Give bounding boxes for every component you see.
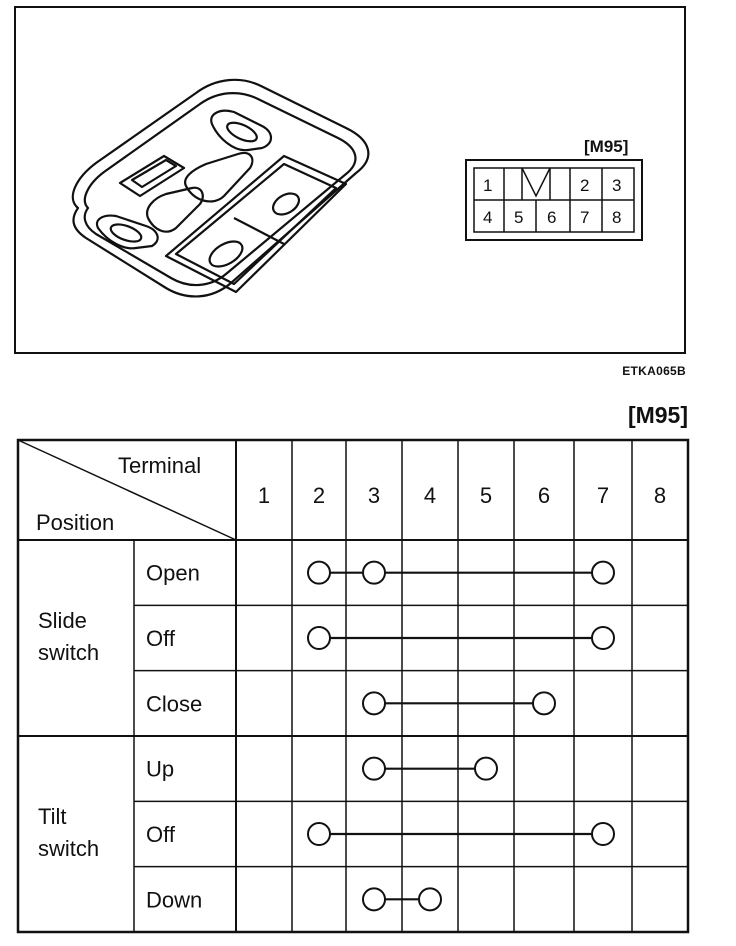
continuity-circle: [419, 888, 441, 910]
position-label: Off: [146, 822, 175, 847]
continuity-circle: [363, 758, 385, 780]
table-text: [36, 453, 666, 912]
connector-pin: 3: [612, 176, 622, 195]
figure-code: ETKA065B: [622, 364, 686, 378]
position-label: Down: [146, 887, 203, 913]
table-border: [18, 440, 688, 932]
position-label: Close: [146, 691, 203, 717]
continuity-circle: [363, 562, 385, 584]
continuity-circle: [308, 562, 330, 584]
position-label: Open: [146, 560, 200, 586]
connector-pin: 1: [483, 176, 493, 195]
continuity-circle: [592, 562, 614, 584]
connector-label: [M95]: [584, 137, 629, 156]
connector-pin: 7: [580, 208, 590, 227]
table-connector-code: [M95]: [627, 402, 688, 428]
connector-pin: 4: [483, 208, 493, 227]
position-label: Up: [146, 756, 175, 782]
header-terminal-label: Terminal: [118, 453, 202, 478]
header-position-label: Position: [36, 510, 115, 535]
terminal-number: 1: [257, 483, 271, 508]
terminal-number: 5: [479, 483, 493, 508]
continuity-circle: [475, 758, 497, 780]
continuity-circle: [308, 627, 330, 649]
continuity-circle: [533, 692, 555, 714]
terminal-number: 7: [596, 483, 610, 508]
connector-pin: 2: [580, 176, 590, 195]
terminal-number: 4: [423, 483, 437, 508]
connector-pin: 8: [612, 208, 622, 227]
continuity-circle: [592, 627, 614, 649]
terminal-number: 2: [312, 483, 326, 508]
terminal-number: 6: [537, 483, 551, 508]
continuity-circle: [363, 888, 385, 910]
group-name-label: switch: [38, 640, 100, 665]
terminal-number: 3: [367, 483, 381, 508]
terminal-number: 8: [653, 483, 667, 508]
continuity-circle: [308, 823, 330, 845]
continuity-circle: [592, 823, 614, 845]
table-grid: [18, 440, 688, 932]
connector-pin: 5: [514, 208, 524, 227]
group-name-label: Slide: [38, 608, 87, 633]
group-name-label: Tilt: [38, 804, 67, 829]
group-name-label: switch: [38, 836, 100, 861]
continuity-circle: [363, 692, 385, 714]
position-label: Off: [146, 626, 175, 651]
connector-pin: 6: [547, 208, 557, 227]
